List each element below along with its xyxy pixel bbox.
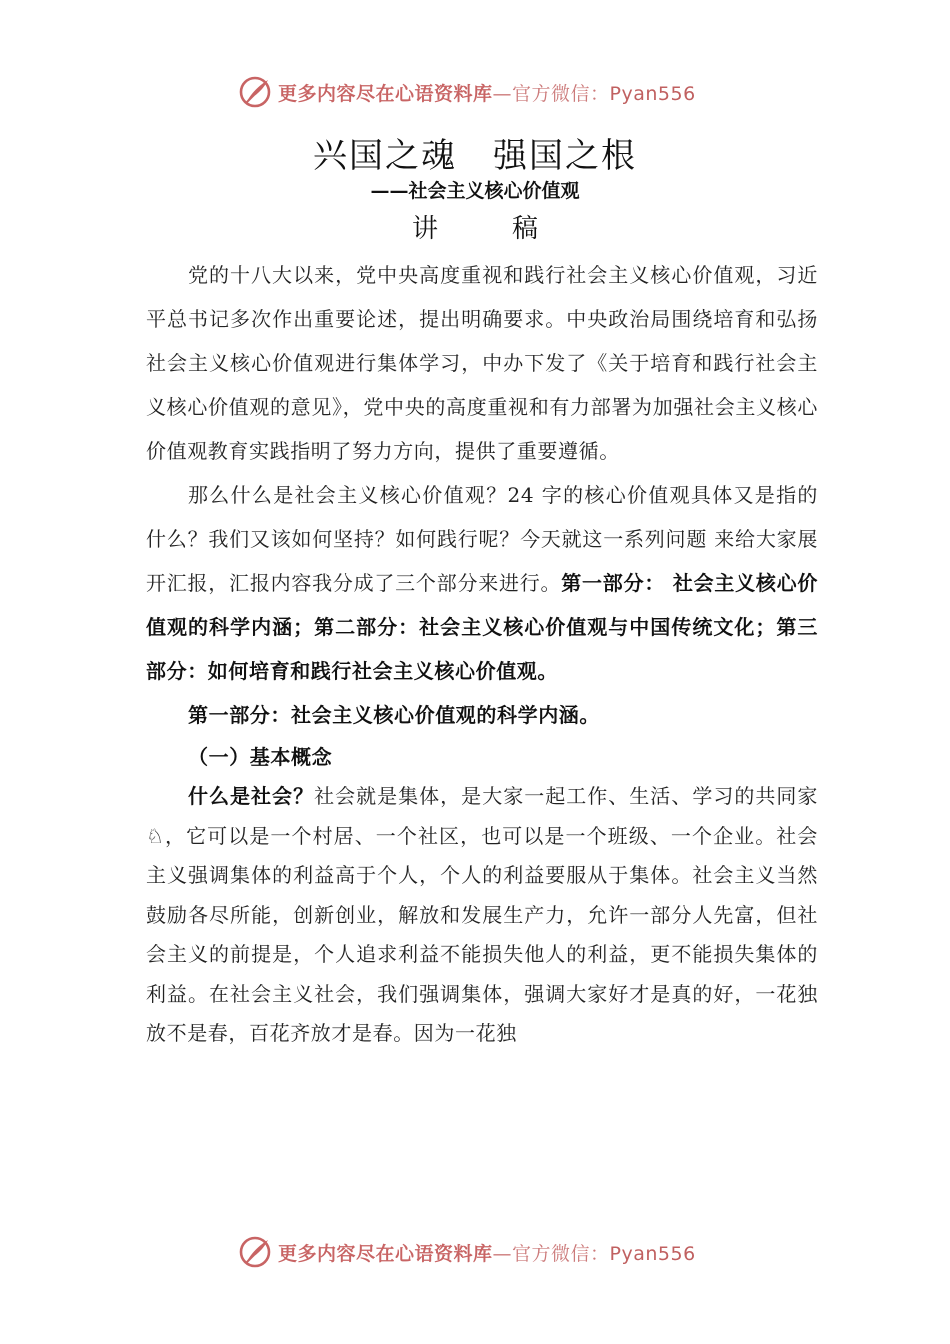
paragraph-overview <box>146 473 818 693</box>
society-text: 社会就是集体，是大家一起工作、生活、学习的共同家♘，它可以是一个村居、一个社区，也可以是一个班级、一个企业。社会主义强调集体的利益高于个人，个人的利益要服从于集体。社会主义当然鼓励各尽所能，创新创业，解放和发展生产力，允许一部分人先富，但社会主义的前提是，个人追求利益不能损失他人的利益，更不能损失集体的利益。在社会主义社会，我们强调集体，强调大家好才是真的好，一花独放不是春，百花齐放才是春。因为一花独 <box>146 784 818 1045</box>
banner-text: 更多内容尽在心语资料库—官方微信：Pyan556 <box>278 82 696 105</box>
feather-logo-icon <box>238 75 272 109</box>
footer-banner <box>0 1232 950 1272</box>
document-body <box>146 253 818 1054</box>
feather-logo-icon <box>238 1235 272 1269</box>
section-heading-part1: 第一部分：社会主义核心价值观的科学内涵。 <box>188 703 600 727</box>
document-subtitle: ——社会主义核心价值观 <box>370 180 580 202</box>
header-banner <box>0 72 950 112</box>
subsection-heading-concept: （一）基本概念 <box>188 745 333 769</box>
overview-text: 那么什么是社会主义核心价值观？24 字的核心价值观具体又是指的什么？我们又该如何坚持？如何践行呢？今天就这一系列问题 来给大家展开汇报，汇报内容我分成了三个部分来进行。 <box>146 483 818 595</box>
overview-parts: 第一部分： 社会主义核心价值观的科学内涵；第二部分：社会主义核心价值观与中国传统文化；第三部分：如何培育和践行社会主义核心价值观。 <box>146 571 819 683</box>
society-question: 什么是社会？ <box>188 784 315 808</box>
document-label: 讲 稿 <box>411 214 562 244</box>
paragraph-society <box>146 777 818 1054</box>
paragraph-intro: 党的十八大以来，党中央高度重视和践行社会主义核心价值观，习近平总书记多次作出重要论述，提出明确要求。中央政治局围绕培育和弘扬社会主义核心价值观进行集体学习，中办下发了《关于培育和践行社会主义核心价值观的意见》，党中央的高度重视和有力部署为加强社会主义核心价值观教育实践指明了努力方向，提供了重要遵循。 <box>146 263 818 463</box>
document-title: 兴国之魂 强国之根 <box>313 136 637 176</box>
banner-text: 更多内容尽在心语资料库—官方微信：Pyan556 <box>278 1242 696 1265</box>
